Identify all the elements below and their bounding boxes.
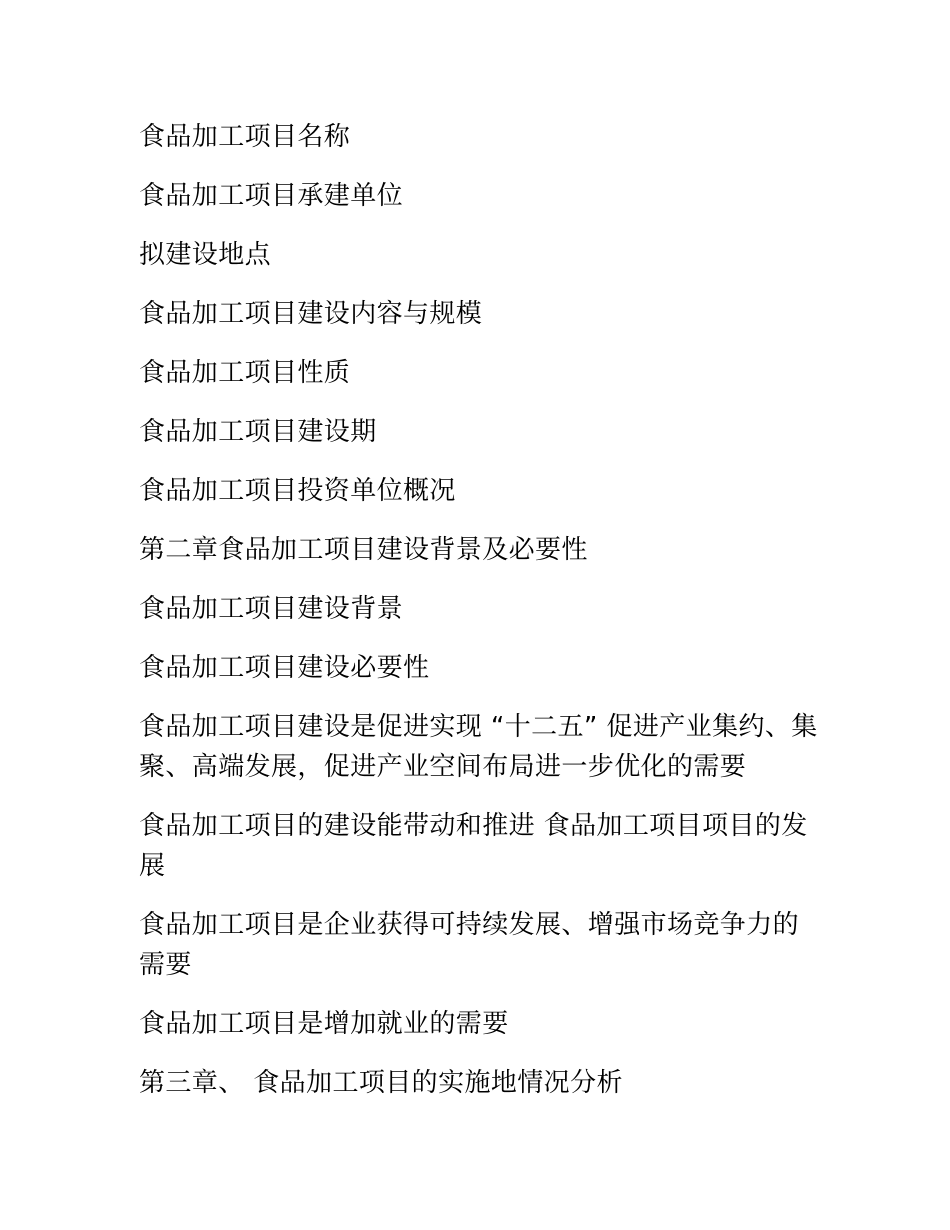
toc-item-period: 食品加工项目建设期 <box>139 417 377 447</box>
toc-item-nature: 食品加工项目性质 <box>139 358 351 388</box>
toc-item-investor: 食品加工项目投资单位概况 <box>139 476 456 506</box>
toc-item-employment: 食品加工项目是增加就业的需要 <box>139 1009 509 1039</box>
toc-item-background: 食品加工项目建设背景 <box>139 594 404 624</box>
toc-item-necessity: 食品加工项目建设必要性 <box>139 653 430 683</box>
toc-list <box>139 117 819 1122</box>
toc-item-scope: 食品加工项目建设内容与规模 <box>139 299 483 329</box>
toc-item-location: 拟建设地点 <box>139 240 272 270</box>
toc-item-competitiveness: 食品加工项目是企业获得可持续发展、增强市场竞争力的需要 <box>139 910 800 980</box>
toc-chapter-3-heading: 第三章、 食品加工项目的实施地情况分析 <box>139 1068 623 1098</box>
toc-item-twelfth-five-year: 食品加工项目建设是促进实现 “十二五” 促进产业集约、集聚、高端发展，促进产业空间布局进一步优化的需要 <box>139 712 818 782</box>
toc-item-drive-development: 食品加工项目的建设能带动和推进 食品加工项目项目的发展 <box>139 811 808 881</box>
toc-item-contractor: 食品加工项目承建单位 <box>139 181 404 211</box>
toc-item-project-name: 食品加工项目名称 <box>139 122 351 152</box>
toc-chapter-2-heading: 第二章食品加工项目建设背景及必要性 <box>139 535 588 565</box>
